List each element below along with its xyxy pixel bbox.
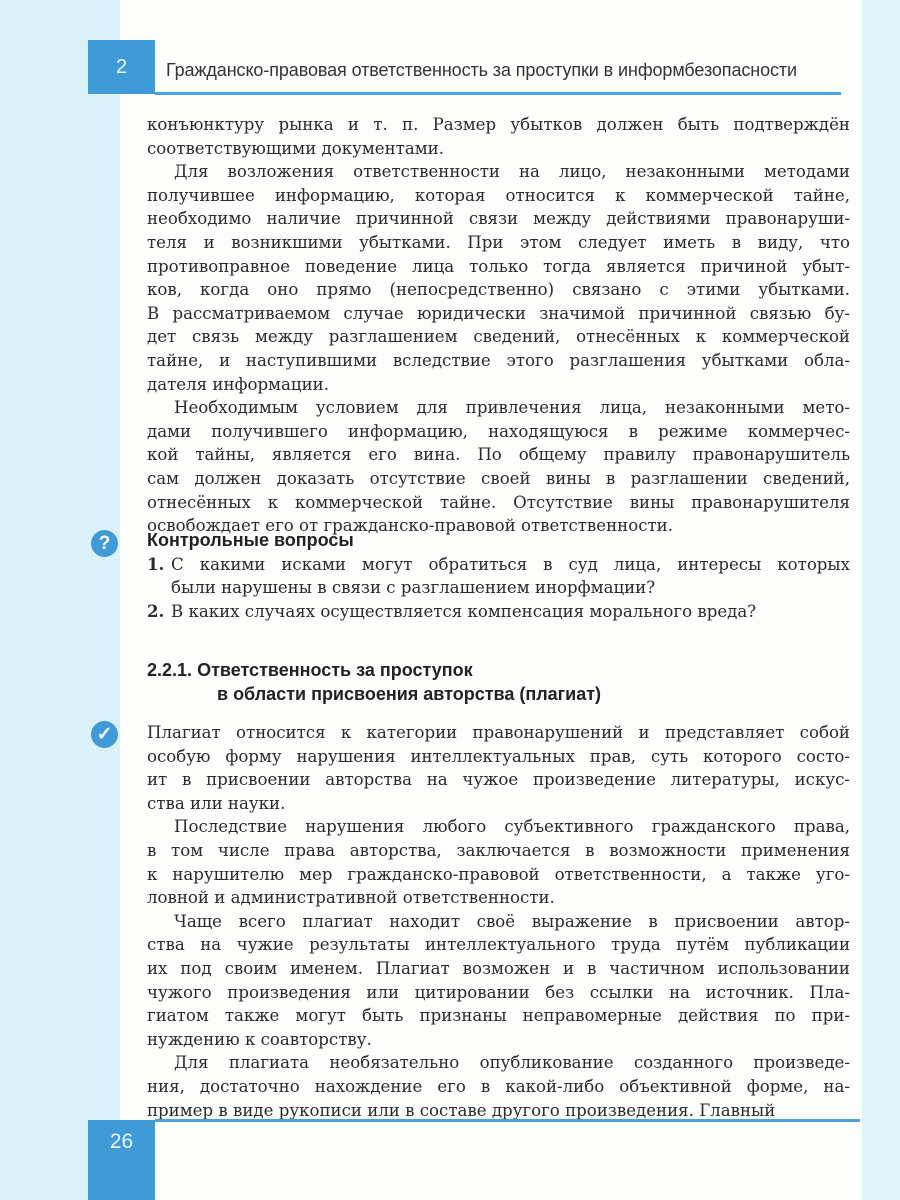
text-line: ния, достаточно нахождение его в какой-либо объективной форме, на-: [147, 1076, 850, 1096]
question-item: [147, 553, 850, 600]
right-margin: [862, 0, 900, 1200]
text-line: теля и возникшими убытками. При этом следует иметь в виду, что: [147, 232, 850, 252]
text-line: пример в виде рукописи или в составе другого произведения. Главный: [147, 1100, 776, 1120]
question-text: С какими исками могут обратиться в суд лица, интересы которых: [171, 554, 850, 574]
text-line: в том числе права авторства, заключается в возможности применения: [147, 840, 850, 860]
text-line: дами получившего информацию, находящуюся в режиме коммерчес-: [147, 421, 850, 441]
section-title-1: Ответственность за проступок: [197, 660, 473, 680]
footer-divider: [155, 1119, 860, 1122]
text-line: ит в присвоении авторства на чужое произведение литературы, искус-: [147, 770, 850, 790]
text-line: дет связь между разглашением сведений, отнесённых к коммерческой: [147, 327, 850, 347]
text-line: Последствие нарушения любого субъективного гражданского права,: [174, 817, 850, 837]
section-title-2: в области присвоения авторства (плагиат): [217, 683, 602, 704]
text-line: В рассматриваемом случае юридически значимой причинной связью бу-: [147, 303, 850, 323]
text-line: сам должен доказать отсутствие своей вины в разглашении сведений,: [147, 468, 850, 488]
text-line: нуждению к соавторству.: [147, 1029, 372, 1049]
text-line: тайне, и наступившими вследствие этого разглашения убытками обла-: [147, 350, 850, 370]
text-line: Для возложения ответственности на лицо, незаконными методами: [174, 162, 850, 182]
chapter-number-badge: 2: [88, 40, 155, 94]
text-line: ства на чужие результаты интеллектуального труда путём публикации: [147, 935, 850, 955]
text-line: ловной и административной ответственности.: [147, 888, 555, 908]
header-divider: [155, 92, 841, 95]
body-text-top: [147, 113, 850, 538]
text-line: противоправное поведение лица только тогда является причиной убыт-: [147, 256, 850, 276]
text-line: необходимо наличие причинной связи между действиями правонаруши-: [147, 209, 850, 229]
question-text: В каких случаях осуществляется компенсация морального вреда?: [171, 601, 757, 621]
control-questions: [147, 529, 850, 623]
text-line: их под своим именем. Плагиат возможен и в частичном использовании: [147, 958, 850, 978]
text-line: Плагиат относится к категории правонарушений и представляет собой: [147, 723, 850, 742]
section-heading: [147, 659, 850, 706]
text-line: дателя информации.: [147, 374, 329, 394]
questions-title: Контрольные вопросы: [147, 530, 354, 550]
question-item: [147, 600, 850, 624]
text-line: получившее информацию, которая относится к коммерческой тайне,: [147, 185, 850, 205]
text-line: ства или науки.: [147, 793, 286, 813]
text-line: Необходимым условием для привлечения лица, незаконными мето-: [174, 398, 850, 418]
check-icon: ✓: [91, 721, 118, 748]
text-line: конъюнктуру рынка и т. п. Размер убытков должен быть подтверждён: [147, 115, 850, 134]
question-text: были нарушены в связи с разглашением инорфмации?: [171, 578, 656, 598]
section-number: 2.2.1.: [147, 660, 193, 680]
page-number: 26: [88, 1120, 155, 1200]
text-line: Для плагиата необязательно опубликование созданного произведе-: [174, 1053, 850, 1073]
question-icon: ?: [91, 530, 118, 557]
text-line: чужого произведения или цитировании без ссылки на источник. Пла-: [147, 982, 850, 1002]
text-line: кой тайны, является его вина. По общему правилу правонарушитель: [147, 445, 850, 465]
text-line: к нарушителю мер гражданско-правовой ответственности, а также уго-: [147, 864, 850, 884]
text-line: освобождает его от гражданско-правовой ответственности.: [147, 516, 674, 536]
text-line: Чаще всего плагиат находит своё выражение в присвоении автор-: [174, 911, 850, 931]
question-line: [147, 553, 850, 577]
text-line: соответствующими документами.: [147, 138, 444, 158]
text-line: ков, когда оно прямо (непосредственно) связано с этими убытками.: [147, 280, 850, 300]
question-line: [147, 600, 850, 624]
question-number: 1.: [147, 553, 165, 574]
question-number: 2.: [147, 600, 165, 621]
body-text-bottom: [147, 721, 850, 1122]
text-line: отнесённых к коммерческой тайне. Отсутствие вины правонарушителя: [147, 492, 850, 512]
running-header: Гражданско-правовая ответственность за проступки в информбезопасности: [166, 60, 798, 80]
text-line: особую форму нарушения интеллектуальных прав, суть которого состо-: [147, 746, 850, 766]
text-line: гиатом также могут быть признаны неправомерные действия по при-: [147, 1006, 850, 1026]
